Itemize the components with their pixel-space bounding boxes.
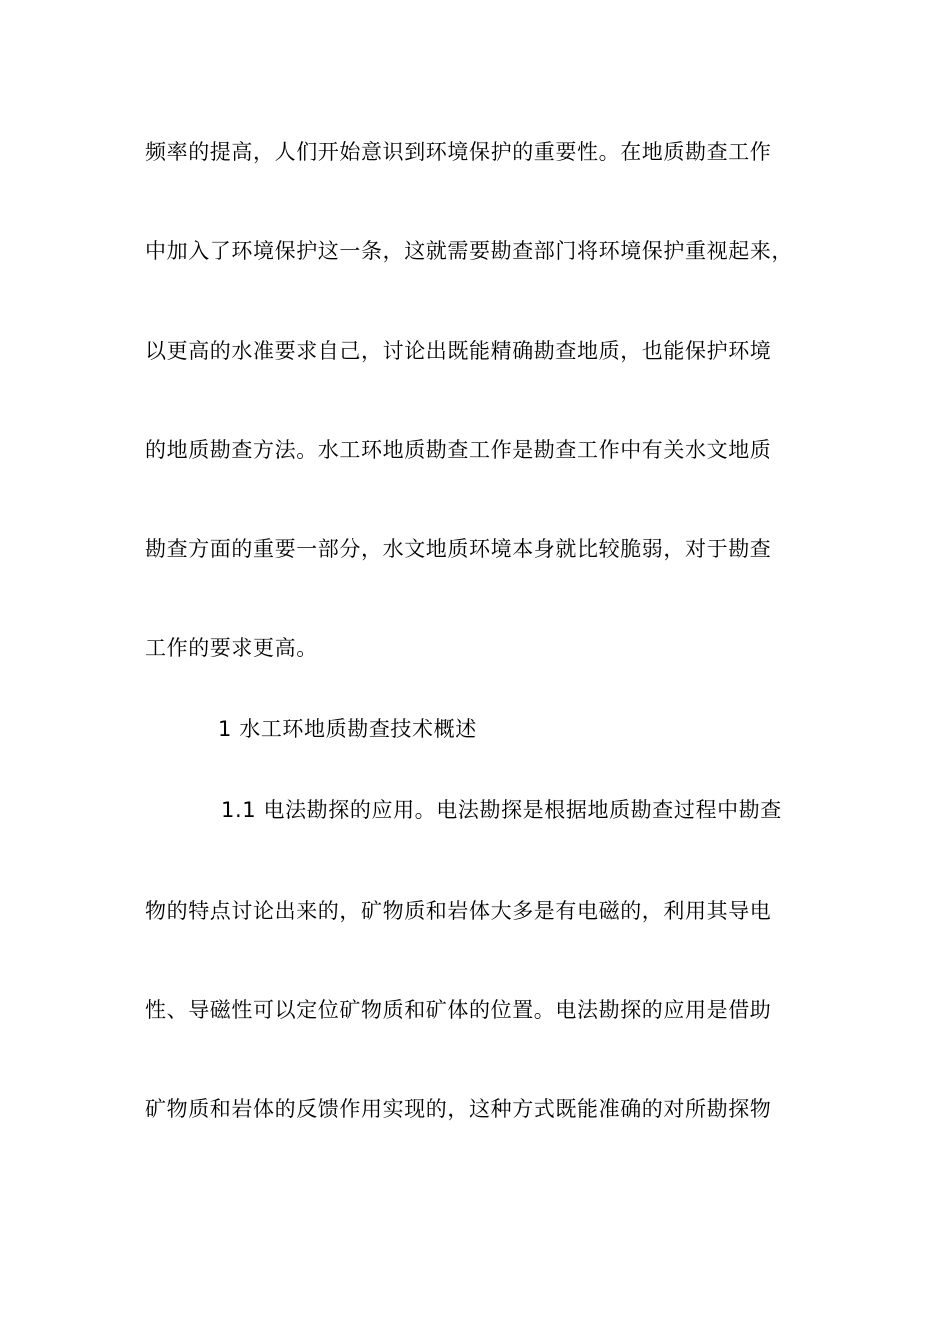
paragraph-line: 的地质勘查方法。水工环地质勘查工作是勘查工作中有关水文地质 [145,438,772,462]
paragraph-line: 频率的提高，人们开始意识到环境保护的重要性。在地质勘查工作 [145,140,772,164]
subsection-line: 1.1 电法勘探的应用。电法勘探是根据地质勘查过程中勘查 [221,798,782,822]
subsection-line: 物的特点讨论出来的，矿物质和岩体大多是有电磁的，利用其导电 [145,899,772,923]
subsection-line: 性、导磁性可以定位矿物质和矿体的位置。电法勘探的应用是借助 [145,998,772,1022]
paragraph-line: 以更高的水准要求自己，讨论出既能精确勘查地质，也能保护环境 [145,339,772,363]
paragraph-line: 中加入了环境保护这一条，这就需要勘查部门将环境保护重视起来， [145,239,793,263]
subsection-line: 矿物质和岩体的反馈作用实现的，这种方式既能准确的对所勘探物 [145,1097,772,1121]
section-heading: 1 水工环地质勘查技术概述 [218,717,477,741]
paragraph-line: 工作的要求更高。 [145,636,318,660]
paragraph-line: 勘查方面的重要一部分，水文地质环境本身就比较脆弱，对于勘查 [145,537,772,561]
